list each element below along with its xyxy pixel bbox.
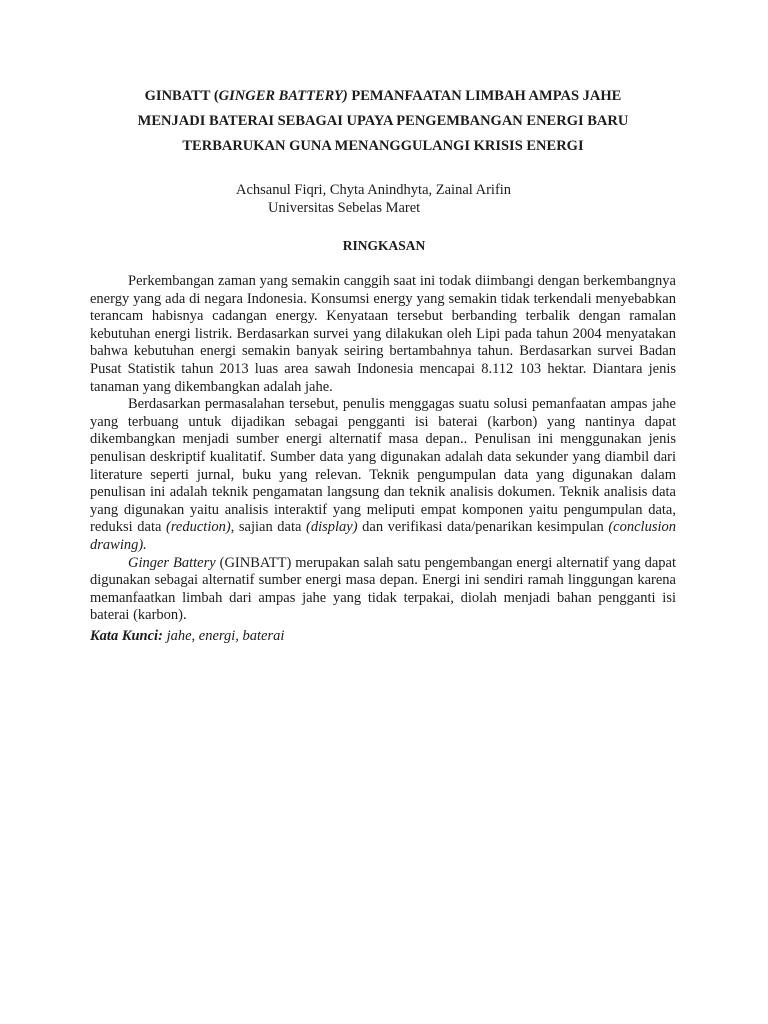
keywords-line: Kata Kunci: jahe, energi, baterai bbox=[90, 628, 285, 644]
abstract-paragraph-2: Berdasarkan permasalahan tersebut, penulis menggagas suatu solusi pemanfaatan ampas jahe yang terbuang untuk dijadikan sebagai pengganti isi baterai (karbon) yang nantinya dapat dikembangkan menjadi sumber energi alternatif masa depan.. Penulisan ini menggunakan jenis penulisan deskriptif kualitatif. Sumber data yang digunakan adalah data sekunder yang diambil dari literature seperti jurnal, buku yang relevan. Teknik pengumpulan data yang digunakan dalam penulisan ini adalah teknik pengamatan langsung dan teknik analisis dokumen. Teknik analisis data yang digunakan yaitu analisis interaktif yang meliputi empat komponen yaitu pengumpulan data, reduksi data (reduction), sajian data (display) dan verifikasi data/penarikan kesimpulan (conclusion drawing). bbox=[90, 396, 676, 553]
keywords-label: Kata Kunci bbox=[90, 628, 159, 644]
author-list: Achsanul Fiqri, Chyta Anindhyta, Zainal Arifin bbox=[236, 182, 512, 198]
paper-title bbox=[90, 84, 676, 159]
title-line-2: MENJADI BATERAI SEBAGAI UPAYA PENGEMBANGAN ENERGI BARU bbox=[137, 113, 629, 129]
title-line-3: TERBARUKAN GUNA MENANGGULANGI KRISIS ENERGI bbox=[182, 138, 584, 154]
section-heading: RINGKASAN bbox=[342, 238, 426, 253]
title-italic-term: GINGER BATTERY) bbox=[218, 88, 348, 104]
author-affiliation: Universitas Sebelas Maret bbox=[268, 200, 421, 216]
keywords-terms: jahe, energi, baterai bbox=[162, 628, 285, 644]
abstract-paragraph-3: Ginger Battery (GINBATT) merupakan salah satu pengembangan energi alternatif yang dapat digunakan sebagai alternatif sumber energi masa depan. Energi ini sendiri ramah linggungan karena memanfaatkan limbah dari ampas jahe yang tidak terpakai, diolah menjadi bahan pengganti isi baterai (karbon). bbox=[90, 554, 676, 624]
abstract-body bbox=[90, 273, 676, 625]
title-line-1: GINBATT (GINGER BATTERY) PEMANFAATAN LIMBAH AMPAS JAHE bbox=[144, 88, 622, 104]
abstract-paragraph-1: Perkembangan zaman yang semakin canggih saat ini todak diimbangi dengan berkembangnya energy yang ada di negara Indonesia. Konsumsi energy yang semakin tidak terkendali menyebabkan terancam habisnya cadangan energy. Kenyataan tersebut berbanding terbalik dengan ramalan kebutuhan energi listrik. Berdasarkan survei yang dilakukan oleh Lipi pada tahun 2004 menyatakan bahwa kebutuhan energi semakin banyak seiring bertambahnya tahun. Berdasarkan survei Badan Pusat Statistik tahun 2013 luas area sawah Indonesia mencapai 8.112 103 hektar. Diantara jenis tanaman yang dikembangkan adalah jahe. bbox=[90, 273, 676, 395]
